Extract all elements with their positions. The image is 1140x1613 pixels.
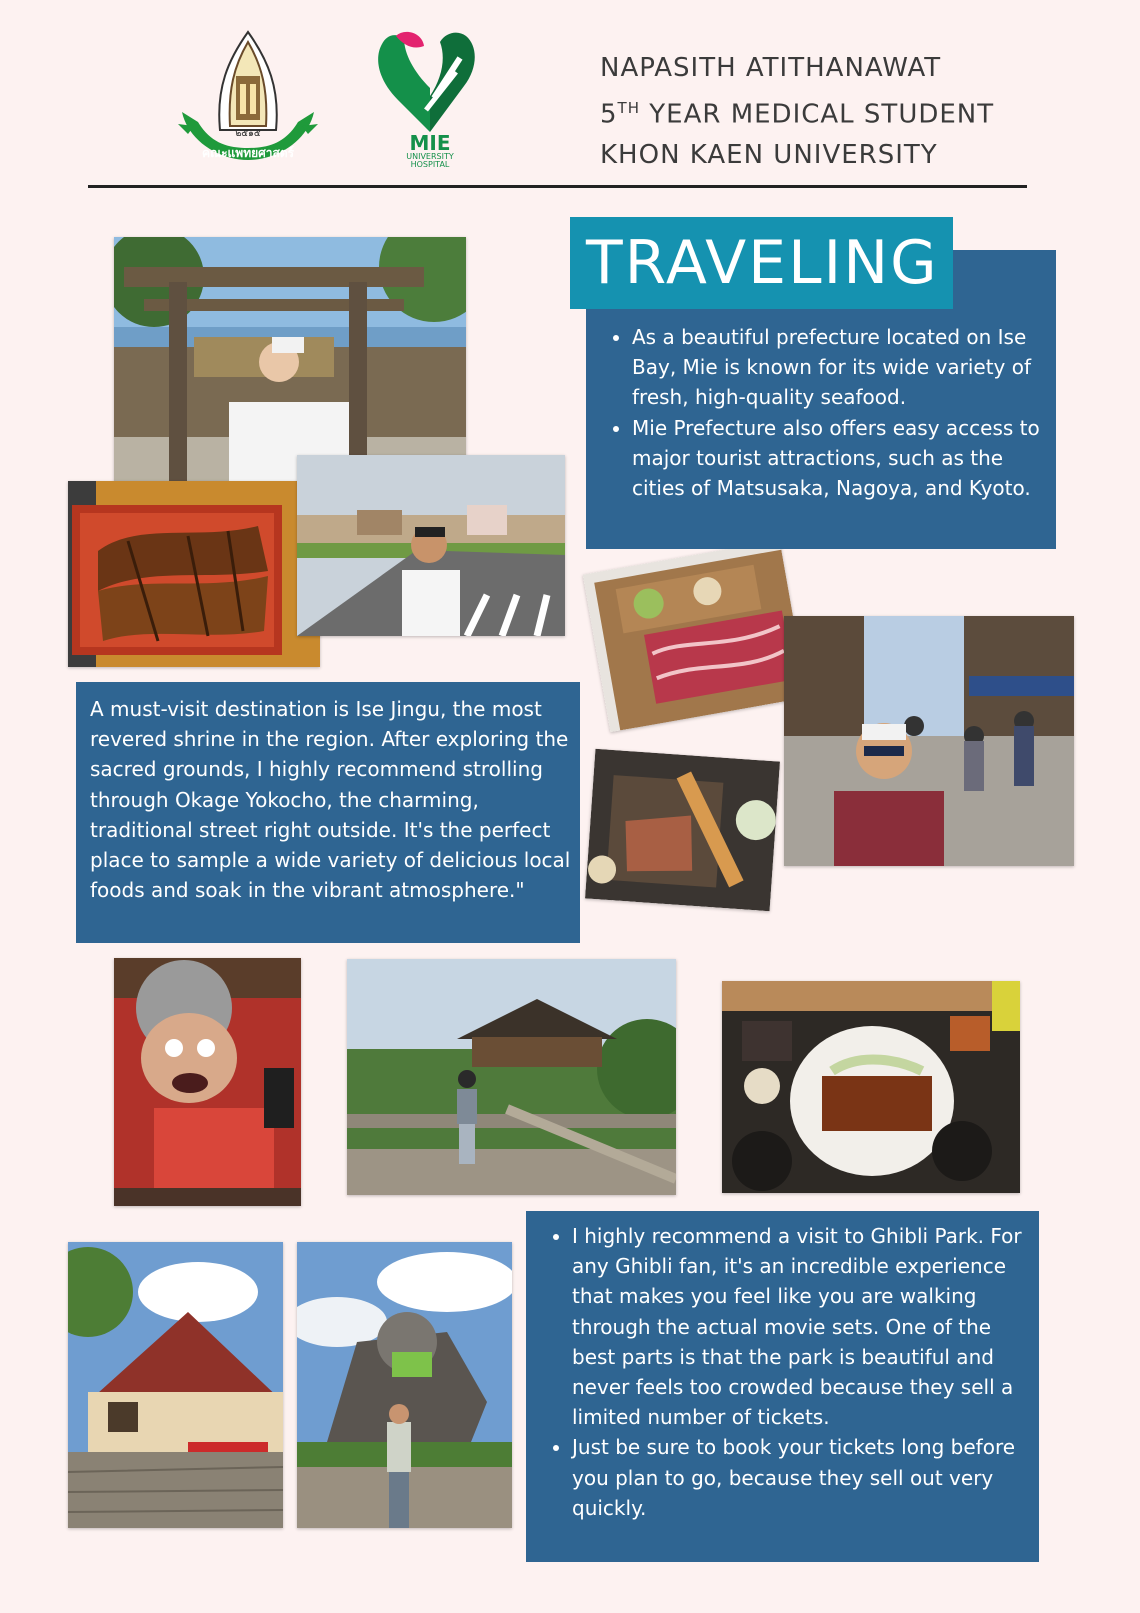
kku-medicine-logo [178, 30, 318, 170]
kiyomizu-temple-photo [347, 959, 676, 1195]
ghibli-yubaba-statue-photo [114, 958, 301, 1206]
mie-university-hospital-logo [374, 28, 484, 168]
section-title: TRAVELING [570, 217, 953, 309]
howls-castle-photo [297, 1242, 512, 1528]
miso-katsu-meal-photo [722, 981, 1020, 1193]
tonkatsu-set-photo [585, 749, 780, 912]
author-year: 5TH YEAR MEDICAL STUDENT [600, 99, 995, 130]
traveling-bullet-1: • As a beautiful prefecture located on Ise Bay, Mie is known for its wide variety of fresh, high-quality seafood. [632, 322, 1046, 413]
wagyu-beef-platter-photo [583, 540, 808, 732]
ghibli-european-house-photo [68, 1242, 283, 1528]
svg-text:UNIVERSITY: UNIVERSITY [406, 152, 454, 161]
traveling-bullet-2: • Mie Prefecture also offers easy access to major tourist attractions, such as the cities of Matsusaka, Nagoya, and Kyoto. [632, 413, 1046, 504]
header-author-block [600, 48, 994, 175]
countryside-street-photo [297, 455, 565, 636]
svg-text:MIE: MIE [409, 131, 451, 155]
traveling-bullet-list [586, 322, 1046, 503]
ise-jingu-paragraph: A must-visit destination is Ise Jingu, the most revered shrine in the region. After exploring the sacred grounds, I highly recommend strolling through Okage Yokocho, the charming, traditional street right outside. It's the perfect place to sample a wide variety of delicious local foods and soak in the vibrant atmosphere." [90, 697, 571, 903]
unagi-rice-box-photo [68, 481, 320, 667]
svg-text:HOSPITAL: HOSPITAL [410, 160, 450, 168]
author-university: KHON KAEN UNIVERSITY [600, 139, 938, 170]
header-divider [88, 185, 1027, 188]
svg-text:คณะแพทยศาสตร์: คณะแพทยศาสตร์ [201, 146, 295, 160]
svg-text:๒๕๑๕: ๒๕๑๕ [235, 129, 261, 139]
ghibli-bullet-1: • I highly recommend a visit to Ghibli Park. For any Ghibli fan, it's an incredible experience that makes you feel like you are walking through the actual movie sets. One of the best parts is that the park is beautiful and never feels too crowded because they sell a limited number of tickets. [572, 1221, 1027, 1432]
author-name: NAPASITH ATITHANAWAT [600, 53, 942, 83]
ghibli-bullet-2: • Just be sure to book your tickets long before you plan to go, because they sell out very quickly. [572, 1432, 1027, 1523]
ise-shrine-torii-photo [114, 237, 466, 484]
ise-jingu-info-box [76, 682, 580, 943]
okage-yokocho-street-photo [784, 616, 1074, 866]
ghibli-park-info-box [526, 1211, 1039, 1562]
ghibli-bullet-list [526, 1221, 1027, 1523]
